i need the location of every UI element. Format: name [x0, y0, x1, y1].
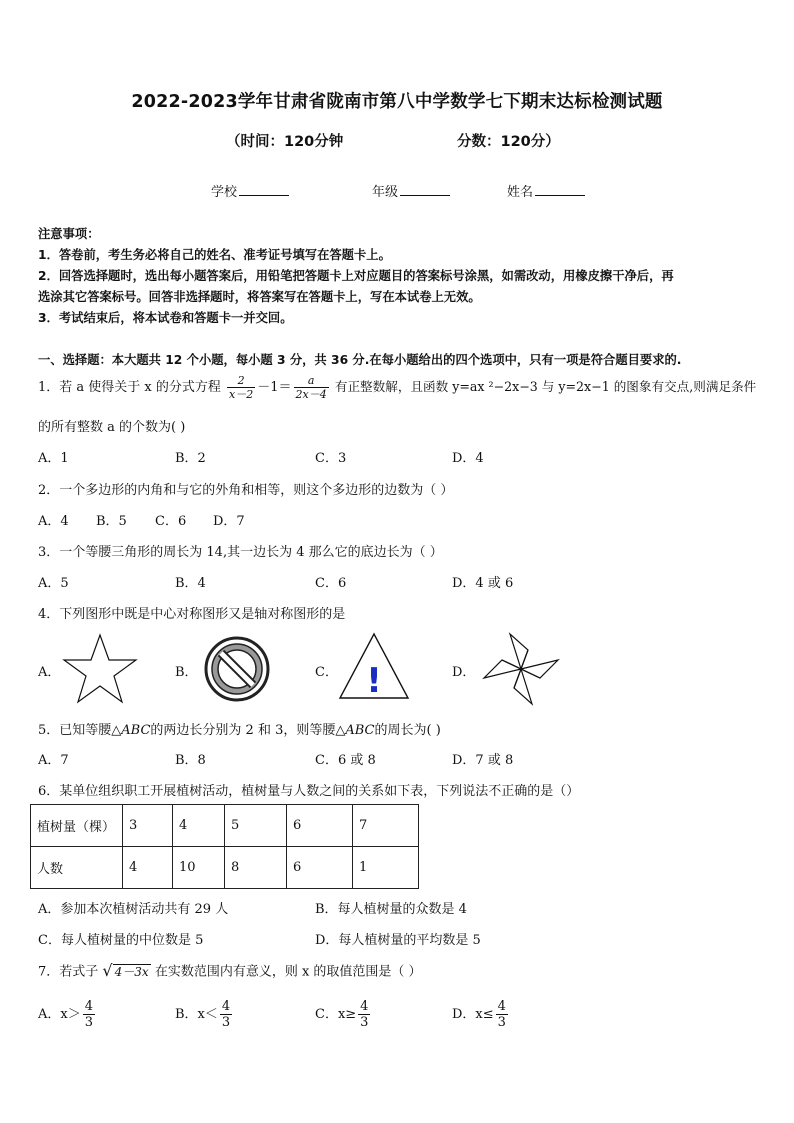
page-title: 2022-2023学年甘肃省陇南市第八中学数学七下期末达标检测试题: [131, 92, 663, 112]
q7-text-post: 在实数范围内有意义，则 x 的取值范围是（ ）: [154, 964, 422, 980]
q7-option-c: [315, 995, 372, 1035]
q7-sqrt: [102, 959, 150, 985]
table-cell: 人数: [31, 847, 123, 889]
q5-text-post: 的周长为( ): [374, 723, 441, 738]
q1-f2-den: 2x－4: [295, 388, 327, 401]
question-3: 3．一个等腰三角形的周长为 14,其一边长为 4 那么它的底边长为（ ）: [38, 545, 443, 560]
q7-option-d-label: D．x≤: [452, 1007, 494, 1022]
q1-fraction-2: [294, 374, 329, 401]
q7-option-a-label: A．x＞: [38, 1007, 81, 1022]
name-field: [507, 181, 585, 200]
table-cell: 4: [173, 805, 225, 847]
notice-line: 2．回答选择题时，选出每小题答案后，用铅笔把答题卡上对应题目的答案标号涂黑，如需改动，用橡皮擦干净后，再: [38, 269, 674, 283]
q5-abc-2: ABC: [345, 723, 375, 738]
table-cell: 6: [287, 805, 353, 847]
q1-f1-num: 2: [227, 374, 255, 388]
q5-option-a: A．7: [38, 753, 69, 768]
q1-text-post: 有正整数解，且函数 y=ax ²−2x−3 与 y=2x−1 的图象有交点,则满足条件: [334, 379, 757, 394]
question-7: [38, 959, 422, 985]
frac-num: 4: [360, 999, 369, 1014]
q3-option-c: C．6: [315, 576, 347, 591]
grade-label: 年级: [372, 185, 399, 200]
q5-option-d: D．7 或 8: [452, 753, 514, 768]
frac-den: 3: [221, 1015, 231, 1030]
q7-option-d-fraction: [496, 999, 508, 1030]
q7-option-c-label: C．x≥: [315, 1007, 357, 1022]
table-cell: 8: [225, 847, 287, 889]
q7-option-c-fraction: [358, 999, 370, 1030]
table-cell: 10: [173, 847, 225, 889]
table-row: [31, 847, 419, 889]
q1-line2: 的所有整数 a 的个数为( ): [38, 420, 186, 435]
q1-option-a: A．1: [38, 451, 69, 466]
q7-option-b-fraction: [220, 999, 232, 1030]
notice-heading: 注意事项：: [38, 227, 100, 241]
section-heading: 一、选择题：本大题共 12 个小题，每小题 3 分，共 36 分.在每小题给出的四个选项中，只有一项是符合题目要求的.: [38, 353, 682, 367]
frac-num: 4: [84, 999, 94, 1014]
star-figure-icon: [62, 633, 138, 705]
q1-option-b: B．2: [175, 451, 206, 466]
table-row: [31, 805, 419, 847]
q3-option-b: B．4: [175, 576, 206, 591]
school-field: [211, 181, 289, 200]
q1-fraction-1: [227, 374, 255, 401]
table-cell: 7: [353, 805, 419, 847]
q1-f1-den: x－2: [229, 388, 254, 401]
table-cell: 植树量（棵）: [31, 805, 123, 847]
q2-option-c: C．6: [155, 514, 187, 529]
question-2: 2．一个多边形的内角和与它的外角和相等，则这个多边形的边数为（ ）: [38, 483, 454, 498]
q3-option-d: D．4 或 6: [452, 576, 514, 591]
q6-option-d: D．每人植树量的平均数是 5: [315, 933, 481, 948]
notice-line: 1．答卷前，考生务必将自己的姓名、准考证号填写在答题卡上。: [38, 248, 391, 262]
notice-line: 3．考试结束后，将本试卷和答题卡一并交回。: [38, 311, 293, 325]
school-blank: [239, 183, 289, 196]
table-cell: 6: [287, 847, 353, 889]
q5-text-mid: 的两边长分别为 2 和 3，则等腰△: [150, 723, 346, 738]
q2-option-a: A．4: [38, 514, 69, 529]
q6-option-b: B．每人植树量的众数是 4: [315, 902, 467, 917]
q5-option-c: C．6 或 8: [315, 753, 376, 768]
frac-den: 3: [497, 1015, 506, 1030]
warning-exclaim: !: [366, 661, 382, 700]
frac-den: 3: [84, 1015, 94, 1030]
frac-num: 4: [221, 999, 231, 1014]
q7-radicand: 4－3x: [114, 965, 149, 979]
question-4: 4．下列图形中既是中心对称图形又是轴对称图形的是: [38, 607, 346, 622]
grade-field: [372, 181, 450, 200]
q4-option-a: A．: [38, 665, 61, 680]
frac-den: 3: [360, 1015, 369, 1030]
q2-option-d: D．7: [213, 514, 245, 529]
table-cell: 3: [123, 805, 173, 847]
prohibition-sign-icon: [203, 635, 271, 703]
question-1: [38, 372, 756, 403]
q7-text-pre: 7．若式子: [38, 964, 99, 980]
q7-option-a: [38, 995, 97, 1035]
q6-option-a: A．参加本次植树活动共有 29 人: [38, 902, 229, 917]
sqrt-icon: √: [102, 961, 113, 980]
q5-abc-1: ABC: [121, 723, 151, 738]
tree-planting-table: [30, 804, 419, 889]
frac-num: 4: [497, 999, 506, 1014]
exam-time: （时间：120分钟: [226, 134, 344, 150]
q1-text-pre: 1．若 a 使得关于 x 的分式方程: [38, 380, 221, 395]
q1-text-mid: －1＝: [257, 380, 292, 395]
question-5: [38, 719, 441, 738]
table-cell: 4: [123, 847, 173, 889]
q4-option-d: D．: [452, 665, 476, 680]
q1-option-d: D．4: [452, 451, 484, 466]
q2-option-b: B．5: [96, 514, 127, 529]
q7-option-b: [175, 995, 234, 1035]
school-label: 学校: [211, 185, 238, 200]
q3-option-a: A．5: [38, 576, 69, 591]
q4-option-c: C．: [315, 665, 338, 680]
q7-option-a-fraction: [83, 999, 95, 1030]
name-blank: [535, 183, 585, 196]
name-label: 姓名: [507, 185, 534, 200]
grade-blank: [400, 183, 450, 196]
table-cell: 5: [225, 805, 287, 847]
q4-option-b: B．: [175, 665, 198, 680]
q1-f2-num: a: [294, 374, 329, 388]
q5-option-b: B．8: [175, 753, 206, 768]
warning-triangle-icon: [338, 632, 410, 700]
q5-text-pre: 5．已知等腰△: [38, 723, 122, 738]
table-cell: 1: [353, 847, 419, 889]
exam-score: 分数：120分）: [457, 134, 560, 150]
notice-line: 选涂其它答案标号。回答非选择题时，将答案写在答题卡上，写在本试卷上无效。: [38, 290, 481, 304]
q6-option-c: C．每人植树量的中位数是 5: [38, 933, 204, 948]
q7-option-b-label: B．x＜: [175, 1007, 218, 1022]
q1-option-c: C．3: [315, 451, 347, 466]
question-6: 6．某单位组织职工开展植树活动，植树量与人数之间的关系如下表，下列说法不正确的是（）: [38, 784, 580, 799]
pinwheel-figure-icon: [480, 630, 562, 708]
q7-option-d: [452, 995, 510, 1035]
